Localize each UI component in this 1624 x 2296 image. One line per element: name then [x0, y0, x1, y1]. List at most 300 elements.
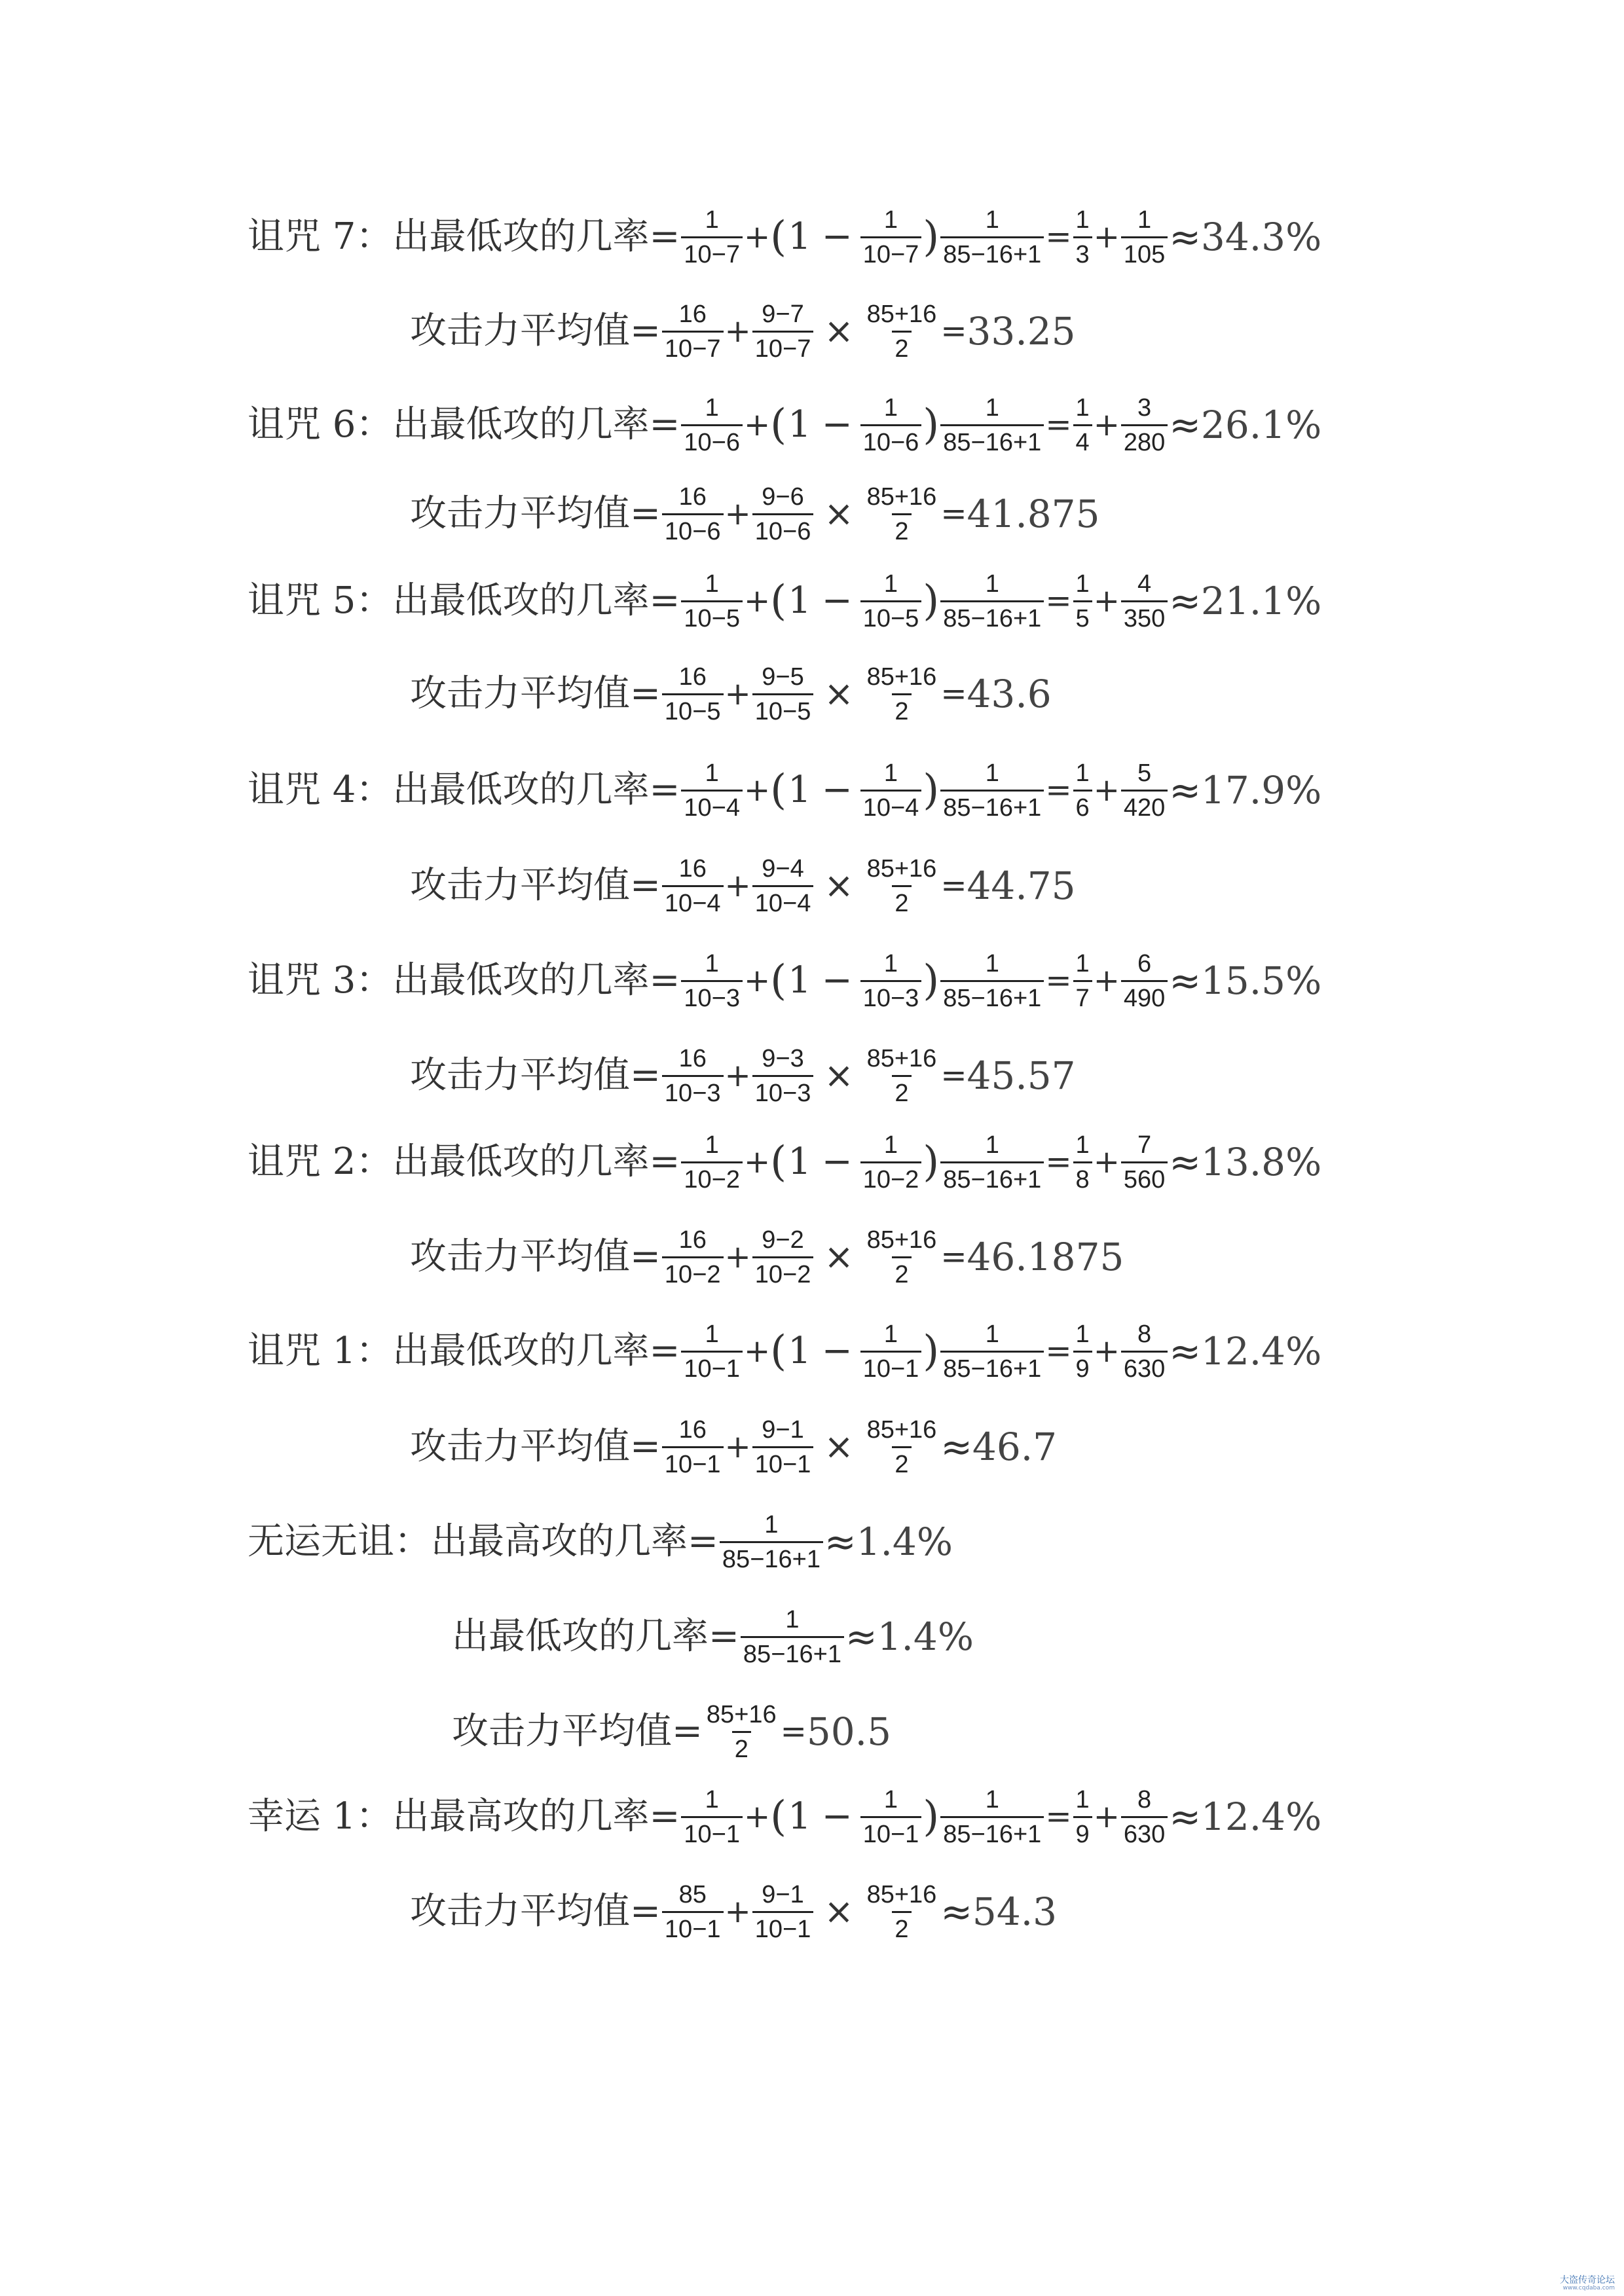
- chance-result: 15.5%: [1200, 958, 1322, 1003]
- fraction-numerator: 16: [678, 1226, 707, 1254]
- approx-sign: ≈: [1169, 768, 1201, 812]
- curse-label: 诅咒 3：: [248, 959, 393, 1002]
- minus-sign: −: [821, 769, 853, 811]
- curse-average-row: [410, 465, 1099, 563]
- fraction-simplified-a: [1073, 1133, 1092, 1192]
- fraction-1-over-n: [681, 572, 743, 631]
- fraction-denominator: 10−4: [752, 885, 814, 916]
- fraction-base: [662, 1417, 724, 1477]
- fraction-weight: [752, 856, 814, 916]
- fraction-numerator: 1: [705, 393, 719, 422]
- fraction-numerator: 1: [883, 949, 898, 977]
- fraction-numerator: 1: [705, 949, 719, 977]
- open-paren: (: [770, 213, 787, 261]
- plus-sign: +: [743, 407, 771, 443]
- fraction-denominator: 490: [1121, 980, 1168, 1011]
- fraction-mean: [864, 665, 940, 724]
- fraction-denominator: 10−1: [681, 1351, 743, 1381]
- fraction-1-over-n: [681, 395, 743, 455]
- plus-sign: +: [1093, 1333, 1120, 1370]
- fraction-denominator: 10−3: [860, 980, 922, 1011]
- one: 1: [788, 403, 811, 446]
- fraction-numerator: 9−1: [762, 1880, 804, 1908]
- chance-text: 出最低攻的几率=: [392, 959, 680, 1002]
- equals-sign: =: [1045, 772, 1072, 809]
- fraction-numerator: 1: [705, 1131, 719, 1159]
- fraction-numerator: 1: [883, 570, 898, 598]
- fraction-numerator: 9−1: [762, 1415, 804, 1444]
- plus-sign: +: [724, 867, 751, 904]
- fraction-denominator: 85−16+1: [940, 424, 1044, 455]
- fraction-base: [662, 1882, 724, 1942]
- open-paren: (: [770, 1793, 787, 1841]
- fraction-denominator: 10−4: [681, 790, 743, 820]
- fraction-base: [662, 302, 724, 361]
- chance-text: 出最低攻的几率=: [392, 1140, 680, 1183]
- fraction-1-over-n: [860, 572, 922, 631]
- equals-sign: =: [1045, 583, 1072, 619]
- fraction-numerator: 8: [1137, 1320, 1152, 1348]
- average-result: 33.25: [967, 309, 1076, 354]
- fraction-denominator: 10−4: [662, 885, 724, 916]
- fraction-denominator: 10−6: [752, 513, 814, 544]
- fraction-mean: [864, 1046, 940, 1106]
- fraction-numerator: 1: [1075, 393, 1090, 422]
- plus-sign: +: [743, 772, 771, 809]
- watermark: [1560, 2276, 1615, 2292]
- luck-average-row: [410, 1863, 1057, 1961]
- fraction-numerator: 1: [705, 570, 719, 598]
- plus-sign: +: [1093, 219, 1120, 255]
- fraction-numerator: 85+16: [866, 1880, 937, 1908]
- fraction-denominator: 3: [1073, 236, 1092, 267]
- approx-sign: ≈: [824, 1520, 857, 1564]
- minus-sign: −: [821, 1795, 853, 1838]
- fraction-denominator: 10−1: [860, 1816, 922, 1847]
- plus-sign: +: [1093, 772, 1120, 809]
- fraction-numerator: 1: [705, 1320, 719, 1348]
- fraction-numerator: 85+16: [866, 663, 937, 691]
- fraction-simplified-a: [1073, 761, 1092, 820]
- fraction-numerator: 7: [1137, 1131, 1152, 1159]
- fraction-denominator: 85−16+1: [940, 980, 1044, 1011]
- fraction-simplified-b: [1121, 761, 1168, 820]
- fraction-1-over-n: [860, 951, 922, 1011]
- average-text: 攻击力平均值=: [410, 492, 661, 535]
- fraction-denominator: 10−7: [860, 236, 922, 267]
- fraction-1-over-range: [741, 1607, 844, 1667]
- fraction-1-over-n: [860, 761, 922, 820]
- fraction-weight: [752, 1046, 814, 1106]
- approx-sign: ≈: [1169, 1140, 1201, 1184]
- fraction-simplified-a: [1073, 395, 1092, 455]
- fraction-1-over-range: [940, 208, 1044, 267]
- fraction-1-over-range: [940, 1322, 1044, 1381]
- watermark-url: www.cqdaba.com: [1562, 2285, 1615, 2292]
- open-paren: (: [770, 401, 787, 449]
- fraction-simplified-a: [1073, 951, 1092, 1011]
- fraction-denominator: 10−1: [662, 1446, 724, 1477]
- fraction-denominator: 85−16+1: [940, 790, 1044, 820]
- fraction-denominator: 10−2: [662, 1256, 724, 1287]
- fraction-denominator: 420: [1121, 790, 1168, 820]
- fraction-denominator: 10−3: [662, 1075, 724, 1106]
- close-paren: ): [923, 213, 940, 261]
- plus-sign: +: [724, 1893, 751, 1930]
- average-result: 45.57: [967, 1053, 1076, 1098]
- fraction-denominator: 10−6: [681, 424, 743, 455]
- fraction-numerator: 85+16: [866, 1415, 937, 1444]
- curse-chance-row: [248, 1113, 1321, 1211]
- curse-label: 诅咒 2：: [248, 1140, 393, 1183]
- times-sign: ×: [824, 865, 854, 906]
- curse-chance-row: [248, 1302, 1321, 1400]
- fraction-base: [662, 1228, 724, 1287]
- fraction-numerator: 9−2: [762, 1226, 804, 1254]
- fraction-base: [662, 665, 724, 724]
- average-text: 攻击力平均值=: [410, 1425, 661, 1468]
- equals-sign: =: [940, 496, 967, 532]
- plus-sign: +: [743, 1798, 771, 1835]
- fraction-numerator: 9−5: [762, 663, 804, 691]
- fraction-denominator: 85−16+1: [940, 1161, 1044, 1192]
- fraction-simplified-a: [1073, 1322, 1092, 1381]
- fraction-denominator: 85−16+1: [741, 1636, 844, 1667]
- average-text: 攻击力平均值=: [410, 1054, 661, 1097]
- chance-text: 出最低攻的几率=: [392, 1330, 680, 1372]
- times-sign: ×: [824, 1426, 854, 1467]
- approx-sign: ≈: [1169, 403, 1201, 447]
- plus-sign: +: [1093, 407, 1120, 443]
- close-paren: ): [923, 401, 940, 449]
- fraction-1-over-n: [860, 1133, 922, 1192]
- chance-text: 出最低攻的几率=: [392, 403, 680, 446]
- fraction-denominator: 10−2: [752, 1256, 814, 1287]
- fraction-simplified-b: [1121, 1133, 1168, 1192]
- fraction-numerator: 1: [985, 1785, 999, 1813]
- fraction-denominator: 10−5: [860, 600, 922, 631]
- approx-sign: ≈: [1169, 215, 1201, 259]
- one: 1: [788, 1795, 811, 1838]
- fraction-weight: [752, 1882, 814, 1942]
- open-paren: (: [770, 766, 787, 814]
- high-chance-result: 1.4%: [856, 1520, 953, 1564]
- fraction-1-over-range: [720, 1512, 823, 1572]
- approx-sign: ≈: [940, 1889, 972, 1934]
- one: 1: [788, 769, 811, 811]
- fraction-1-over-n: [860, 208, 922, 267]
- average-result: 46.7: [972, 1425, 1058, 1469]
- minus-sign: −: [821, 403, 853, 446]
- fraction-simplified-b: [1121, 572, 1168, 631]
- fraction-denominator: 630: [1121, 1816, 1168, 1847]
- fraction-base: [662, 856, 724, 916]
- curse-average-row: [410, 645, 1052, 743]
- chance-text: 出最低攻的几率=: [392, 215, 680, 258]
- close-paren: ): [923, 1793, 940, 1841]
- fraction-denominator: 85−16+1: [940, 600, 1044, 631]
- curse-average-row: [410, 1398, 1057, 1496]
- fraction-numerator: 85+16: [706, 1700, 777, 1728]
- fraction-numerator: 1: [1075, 759, 1090, 787]
- fraction-denominator: 10−3: [681, 980, 743, 1011]
- fraction-numerator: 16: [678, 854, 707, 883]
- plus-sign: +: [724, 1239, 751, 1275]
- average-text: 攻击力平均值=: [452, 1710, 703, 1753]
- times-sign: ×: [824, 673, 854, 714]
- minus-sign: −: [821, 1140, 853, 1183]
- minus-sign: −: [821, 959, 853, 1002]
- fraction-numerator: 1: [883, 1785, 898, 1813]
- curse-chance-row: [248, 741, 1321, 839]
- fraction-simplified-b: [1121, 1322, 1168, 1381]
- close-paren: ): [923, 766, 940, 814]
- chance-text: 出最低攻的几率=: [392, 769, 680, 811]
- fraction-numerator: 1: [883, 1320, 898, 1348]
- open-paren: (: [770, 1138, 787, 1186]
- fraction-weight: [752, 665, 814, 724]
- fraction-simplified-a: [1073, 1787, 1092, 1847]
- fraction-denominator: 105: [1121, 236, 1168, 267]
- equals-sign: =: [1045, 1798, 1072, 1835]
- fraction-denominator: 7: [1073, 980, 1092, 1011]
- fraction-denominator: 350: [1121, 600, 1168, 631]
- curse-label: 诅咒 6：: [248, 403, 393, 446]
- fraction-numerator: 85+16: [866, 1044, 937, 1072]
- fraction-denominator: 10−1: [752, 1446, 814, 1477]
- fraction-denominator: 85−16+1: [720, 1541, 823, 1572]
- fraction-1-over-range: [940, 1133, 1044, 1192]
- curse-label: 诅咒 1：: [248, 1330, 393, 1372]
- fraction-denominator: 10−5: [662, 693, 724, 724]
- fraction-denominator: 85−16+1: [940, 1351, 1044, 1381]
- fraction-weight: [752, 1228, 814, 1287]
- fraction-numerator: 1: [1075, 1131, 1090, 1159]
- fraction-1-over-n: [681, 208, 743, 267]
- plus-sign: +: [743, 1333, 771, 1370]
- fraction-numerator: 9−6: [762, 483, 804, 511]
- fraction-numerator: 4: [1137, 570, 1152, 598]
- minus-sign: −: [821, 579, 853, 622]
- fraction-numerator: 1: [1075, 1785, 1090, 1813]
- fraction-simplified-b: [1121, 951, 1168, 1011]
- fraction-denominator: 2: [892, 885, 911, 916]
- times-sign: ×: [824, 1236, 854, 1277]
- fraction-base: [662, 484, 724, 544]
- fraction-denominator: 10−1: [681, 1816, 743, 1847]
- curse-average-row: [410, 1208, 1124, 1306]
- curse-chance-row: [248, 376, 1321, 474]
- equals-sign: =: [940, 1239, 967, 1275]
- average-result: 46.1875: [967, 1235, 1124, 1279]
- curse-label: 诅咒 4：: [248, 769, 393, 811]
- equals-sign: =: [940, 313, 967, 350]
- fraction-simplified-a: [1073, 208, 1092, 267]
- fraction-denominator: 6: [1073, 790, 1092, 820]
- fraction-numerator: 3: [1137, 393, 1152, 422]
- fraction-denominator: 2: [732, 1731, 751, 1762]
- fraction-base: [662, 1046, 724, 1106]
- luck-label: 幸运 1：: [248, 1795, 393, 1838]
- plus-sign: +: [1093, 583, 1120, 619]
- fraction-numerator: 9−3: [762, 1044, 804, 1072]
- fraction-1-over-n: [681, 1787, 743, 1847]
- fraction-mean: [864, 1228, 940, 1287]
- fraction-denominator: 10−7: [662, 331, 724, 361]
- fraction-mean: [704, 1702, 779, 1762]
- average-result: 50.5: [806, 1709, 892, 1754]
- one: 1: [788, 579, 811, 622]
- approx-sign: ≈: [1169, 958, 1201, 1003]
- fraction-denominator: 2: [892, 331, 911, 361]
- fraction-numerator: 1: [985, 759, 999, 787]
- curse-chance-row: [248, 552, 1321, 650]
- fraction-weight: [752, 484, 814, 544]
- fraction-numerator: 16: [678, 1415, 707, 1444]
- fraction-denominator: 10−4: [860, 790, 922, 820]
- high-chance-text: 出最高攻的几率=: [431, 1520, 718, 1563]
- fraction-numerator: 1: [1075, 206, 1090, 234]
- fraction-denominator: 4: [1073, 424, 1092, 455]
- chance-result: 21.1%: [1200, 579, 1322, 623]
- one: 1: [788, 959, 811, 1002]
- average-result: 54.3: [972, 1889, 1058, 1934]
- neutral-average-row: [452, 1683, 891, 1781]
- average-result: 43.6: [967, 672, 1052, 716]
- fraction-numerator: 1: [1075, 570, 1090, 598]
- fraction-numerator: 1: [705, 206, 719, 234]
- times-sign: ×: [824, 1891, 854, 1932]
- curse-label: 诅咒 5：: [248, 579, 393, 622]
- times-sign: ×: [824, 493, 854, 534]
- fraction-denominator: 10−2: [681, 1161, 743, 1192]
- fraction-1-over-n: [681, 761, 743, 820]
- fraction-denominator: 9: [1073, 1816, 1092, 1847]
- fraction-1-over-n: [681, 1322, 743, 1381]
- fraction-numerator: 16: [678, 483, 707, 511]
- times-sign: ×: [824, 310, 854, 352]
- fraction-numerator: 6: [1137, 949, 1152, 977]
- open-paren: (: [770, 1327, 787, 1376]
- fraction-denominator: 85−16+1: [940, 236, 1044, 267]
- plus-sign: +: [724, 1429, 751, 1465]
- equals-sign: =: [1045, 1144, 1072, 1180]
- low-chance-result: 1.4%: [877, 1614, 974, 1659]
- fraction-numerator: 1: [985, 949, 999, 977]
- fraction-simplified-b: [1121, 1787, 1168, 1847]
- fraction-denominator: 10−2: [860, 1161, 922, 1192]
- plus-sign: +: [743, 1144, 771, 1180]
- fraction-mean: [864, 484, 940, 544]
- neutral-high-row: [248, 1493, 953, 1591]
- fraction-1-over-range: [940, 395, 1044, 455]
- fraction-denominator: 630: [1121, 1351, 1168, 1381]
- equals-sign: =: [940, 867, 967, 904]
- approx-sign: ≈: [940, 1425, 972, 1469]
- fraction-1-over-n: [681, 1133, 743, 1192]
- chance-result: 26.1%: [1200, 403, 1322, 447]
- curse-average-row: [410, 1027, 1076, 1125]
- fraction-mean: [864, 302, 940, 361]
- average-text: 攻击力平均值=: [410, 672, 661, 715]
- fraction-numerator: 1: [785, 1605, 800, 1633]
- plus-sign: +: [1093, 1144, 1120, 1180]
- curse-chance-row: [248, 188, 1321, 286]
- fraction-denominator: 560: [1121, 1161, 1168, 1192]
- approx-sign: ≈: [1169, 579, 1201, 623]
- fraction-simplified-b: [1121, 395, 1168, 455]
- fraction-denominator: 10−7: [752, 331, 814, 361]
- fraction-numerator: 1: [705, 1785, 719, 1813]
- fraction-1-over-n: [860, 1322, 922, 1381]
- neutral-low-row: [452, 1588, 974, 1686]
- minus-sign: −: [821, 215, 853, 258]
- equals-sign: =: [1045, 962, 1072, 999]
- approx-sign: ≈: [1169, 1795, 1201, 1839]
- equals-sign: =: [780, 1713, 807, 1750]
- fraction-weight: [752, 302, 814, 361]
- curse-average-row: [410, 837, 1076, 935]
- fraction-numerator: 1: [883, 1131, 898, 1159]
- fraction-denominator: 10−6: [662, 513, 724, 544]
- chance-text: 出最低攻的几率=: [392, 579, 680, 622]
- minus-sign: −: [821, 1330, 853, 1372]
- fraction-numerator: 1: [1075, 1320, 1090, 1348]
- fraction-denominator: 280: [1121, 424, 1168, 455]
- fraction-weight: [752, 1417, 814, 1477]
- fraction-numerator: 85+16: [866, 854, 937, 883]
- fraction-mean: [864, 856, 940, 916]
- fraction-denominator: 85−16+1: [940, 1816, 1044, 1847]
- fraction-numerator: 85+16: [866, 300, 937, 328]
- fraction-1-over-range: [940, 951, 1044, 1011]
- fraction-denominator: 2: [892, 1446, 911, 1477]
- curse-label: 诅咒 7：: [248, 215, 393, 258]
- fraction-denominator: 2: [892, 1911, 911, 1942]
- fraction-numerator: 1: [985, 206, 999, 234]
- fraction-numerator: 16: [678, 1044, 707, 1072]
- fraction-numerator: 1: [985, 570, 999, 598]
- equals-sign: =: [940, 1057, 967, 1094]
- fraction-numerator: 5: [1137, 759, 1152, 787]
- chance-result: 34.3%: [1200, 215, 1322, 259]
- luck-chance-row: [248, 1768, 1321, 1866]
- fraction-numerator: 1: [1075, 949, 1090, 977]
- fraction-denominator: 2: [892, 693, 911, 724]
- chance-result: 12.4%: [1200, 1795, 1322, 1839]
- fraction-denominator: 10−1: [662, 1911, 724, 1942]
- plus-sign: +: [743, 962, 771, 999]
- approx-sign: ≈: [845, 1614, 877, 1659]
- fraction-simplified-b: [1121, 208, 1168, 267]
- plus-sign: +: [724, 496, 751, 532]
- fraction-denominator: 10−7: [681, 236, 743, 267]
- equals-sign: =: [1045, 407, 1072, 443]
- fraction-numerator: 9−7: [762, 300, 804, 328]
- fraction-denominator: 9: [1073, 1351, 1092, 1381]
- average-text: 攻击力平均值=: [410, 1890, 661, 1933]
- fraction-numerator: 1: [883, 393, 898, 422]
- chance-result: 17.9%: [1200, 768, 1322, 812]
- plus-sign: +: [724, 313, 751, 350]
- fraction-numerator: 8: [1137, 1785, 1152, 1813]
- fraction-denominator: 10−6: [860, 424, 922, 455]
- fraction-mean: [864, 1417, 940, 1477]
- curse-chance-row: [248, 932, 1321, 1030]
- average-result: 44.75: [967, 864, 1076, 908]
- fraction-numerator: 9−4: [762, 854, 804, 883]
- fraction-numerator: 1: [705, 759, 719, 787]
